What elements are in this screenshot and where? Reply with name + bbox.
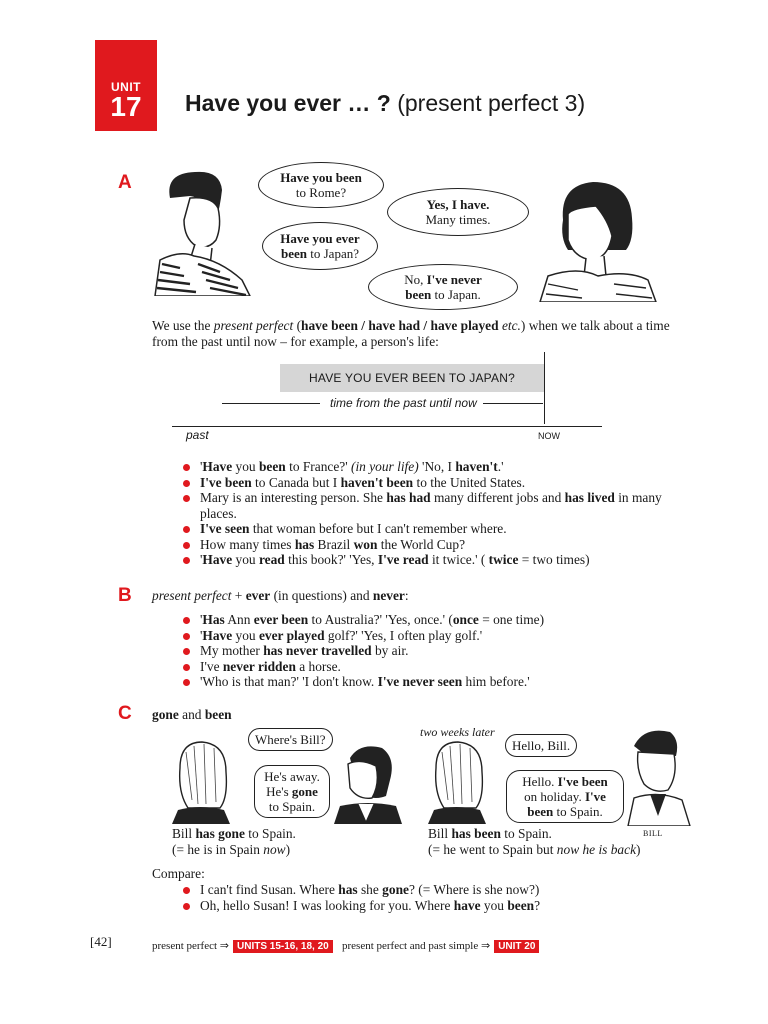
past-label: past bbox=[186, 428, 209, 442]
timeline-label: time from the past until now bbox=[330, 396, 477, 410]
unit-badge bbox=[95, 40, 157, 131]
example-item: places. bbox=[200, 505, 237, 521]
page-number: [42] bbox=[90, 934, 112, 949]
section-b-intro: present perfect + ever (in questions) and never: bbox=[152, 588, 409, 603]
footer-ref-2[interactable] bbox=[342, 936, 539, 954]
now-line bbox=[544, 352, 545, 424]
now-label: NOW bbox=[538, 431, 560, 441]
example-item: Oh, hello Susan! I was looking for you. Where have you been? bbox=[182, 898, 702, 914]
bubble4-line1b: I've never bbox=[426, 272, 482, 287]
bill-illustration bbox=[624, 726, 694, 826]
footer-ref-2-text: present perfect and past simple ⇒ bbox=[342, 940, 491, 952]
bubble1-line1: Have you been bbox=[280, 170, 362, 185]
bubble2-line2: Many times. bbox=[425, 212, 491, 227]
bubble-yes-i-have bbox=[387, 188, 529, 236]
left-caption-2: (= he is in Spain now) bbox=[172, 842, 291, 857]
section-b-label: B bbox=[118, 585, 132, 606]
man-illustration bbox=[150, 168, 260, 296]
bubble-have-you-ever-japan bbox=[262, 222, 378, 270]
left-caption-1: Bill has gone to Spain. bbox=[172, 826, 296, 841]
example-item: 'Have you ever played golf?' 'Yes, I often play golf.' bbox=[182, 628, 702, 644]
woman-left-illustration bbox=[170, 738, 232, 824]
bubble-no-never-japan bbox=[368, 264, 518, 310]
example-item: How many times has Brazil won the World Cup? bbox=[182, 537, 702, 553]
footer-ref-1[interactable] bbox=[152, 936, 333, 954]
section-c-heading: gone and been bbox=[152, 707, 232, 722]
section-a-examples bbox=[182, 459, 702, 568]
bubble1-line2: to Rome? bbox=[295, 185, 347, 200]
title-sub: (present perfect 3) bbox=[397, 90, 586, 116]
bubble-hes-gone: He's away. He's gone to Spain. bbox=[254, 765, 330, 818]
example-item: 'Has Ann ever been to Australia?' 'Yes, once.' (once = one time) bbox=[182, 612, 702, 628]
right-caption-2: (= he went to Spain but now he is back) bbox=[428, 842, 641, 857]
title-main: Have you ever … ? bbox=[185, 90, 391, 116]
right-caption-1: Bill has been to Spain. bbox=[428, 826, 552, 841]
bill-label: BILL bbox=[643, 829, 663, 838]
example-item: I've been to Canada but I haven't been to the United States. bbox=[182, 475, 702, 491]
woman-illustration bbox=[538, 180, 658, 302]
unit-label: UNIT bbox=[111, 80, 141, 94]
timeline-box: HAVE YOU EVER BEEN TO JAPAN? bbox=[280, 364, 544, 392]
unit-number: 17 bbox=[110, 91, 142, 122]
footer-ref-1-text: present perfect ⇒ bbox=[152, 940, 230, 952]
timeline-arrow-left bbox=[222, 403, 320, 404]
example-item: I've never ridden a horse. bbox=[182, 659, 702, 675]
woman-back-illustration bbox=[426, 738, 488, 824]
bubble4-line2b: been bbox=[405, 287, 432, 302]
section-c-label: C bbox=[118, 703, 132, 724]
bubble-ive-been-holiday: Hello. I've been on holiday. I've been to Spain. bbox=[506, 770, 624, 823]
page-title bbox=[185, 90, 585, 117]
compare-label: Compare: bbox=[152, 866, 205, 881]
bubble3-line1: Have you ever bbox=[280, 231, 360, 246]
section-a-intro-line1: We use the present perfect (have been / have had / have played etc.) when we talk about a time bbox=[152, 318, 670, 333]
example-item: 'Have you been to France?' (in your life) 'No, I haven't.' bbox=[182, 459, 702, 475]
timeline-base bbox=[172, 426, 602, 427]
bubble4-line2: to Japan. bbox=[431, 287, 481, 302]
example-item: 'Have you read this book?' 'Yes, I've read it twice.' ( twice = two times) bbox=[182, 552, 702, 568]
section-a-label: A bbox=[118, 172, 132, 193]
footer-ref-1-tag[interactable]: UNITS 15-16, 18, 20 bbox=[233, 940, 333, 953]
section-b-examples bbox=[182, 612, 702, 690]
woman-right-illustration bbox=[330, 740, 406, 824]
footer-ref-2-tag[interactable]: UNIT 20 bbox=[494, 940, 539, 953]
bubble3-line2: to Japan? bbox=[307, 246, 359, 261]
example-item: Mary is an interesting person. She has had many different jobs and has lived in many bbox=[182, 490, 702, 506]
example-item: I can't find Susan. Where has she gone? (= Where is she now?) bbox=[182, 882, 702, 898]
example-item: I've seen that woman before but I can't remember where. bbox=[182, 521, 702, 537]
bubble4-line1a: No, bbox=[404, 272, 427, 287]
bubble-wheres-bill: Where's Bill? bbox=[248, 728, 333, 751]
two-weeks-later: two weeks later bbox=[420, 725, 495, 739]
example-item: My mother has never travelled by air. bbox=[182, 643, 702, 659]
section-c-examples bbox=[182, 882, 702, 913]
bubble-have-you-been-rome bbox=[258, 162, 384, 208]
section-a-intro-line2: from the past until now – for example, a person's life: bbox=[152, 334, 439, 349]
bubble3-bold: been bbox=[281, 246, 307, 261]
bubble-hello-bill: Hello, Bill. bbox=[505, 734, 577, 757]
example-item: 'Who is that man?' 'I don't know. I've never seen him before.' bbox=[182, 674, 702, 690]
bubble2-line1: Yes, I have. bbox=[426, 197, 490, 212]
timeline-arrow-right bbox=[483, 403, 543, 404]
